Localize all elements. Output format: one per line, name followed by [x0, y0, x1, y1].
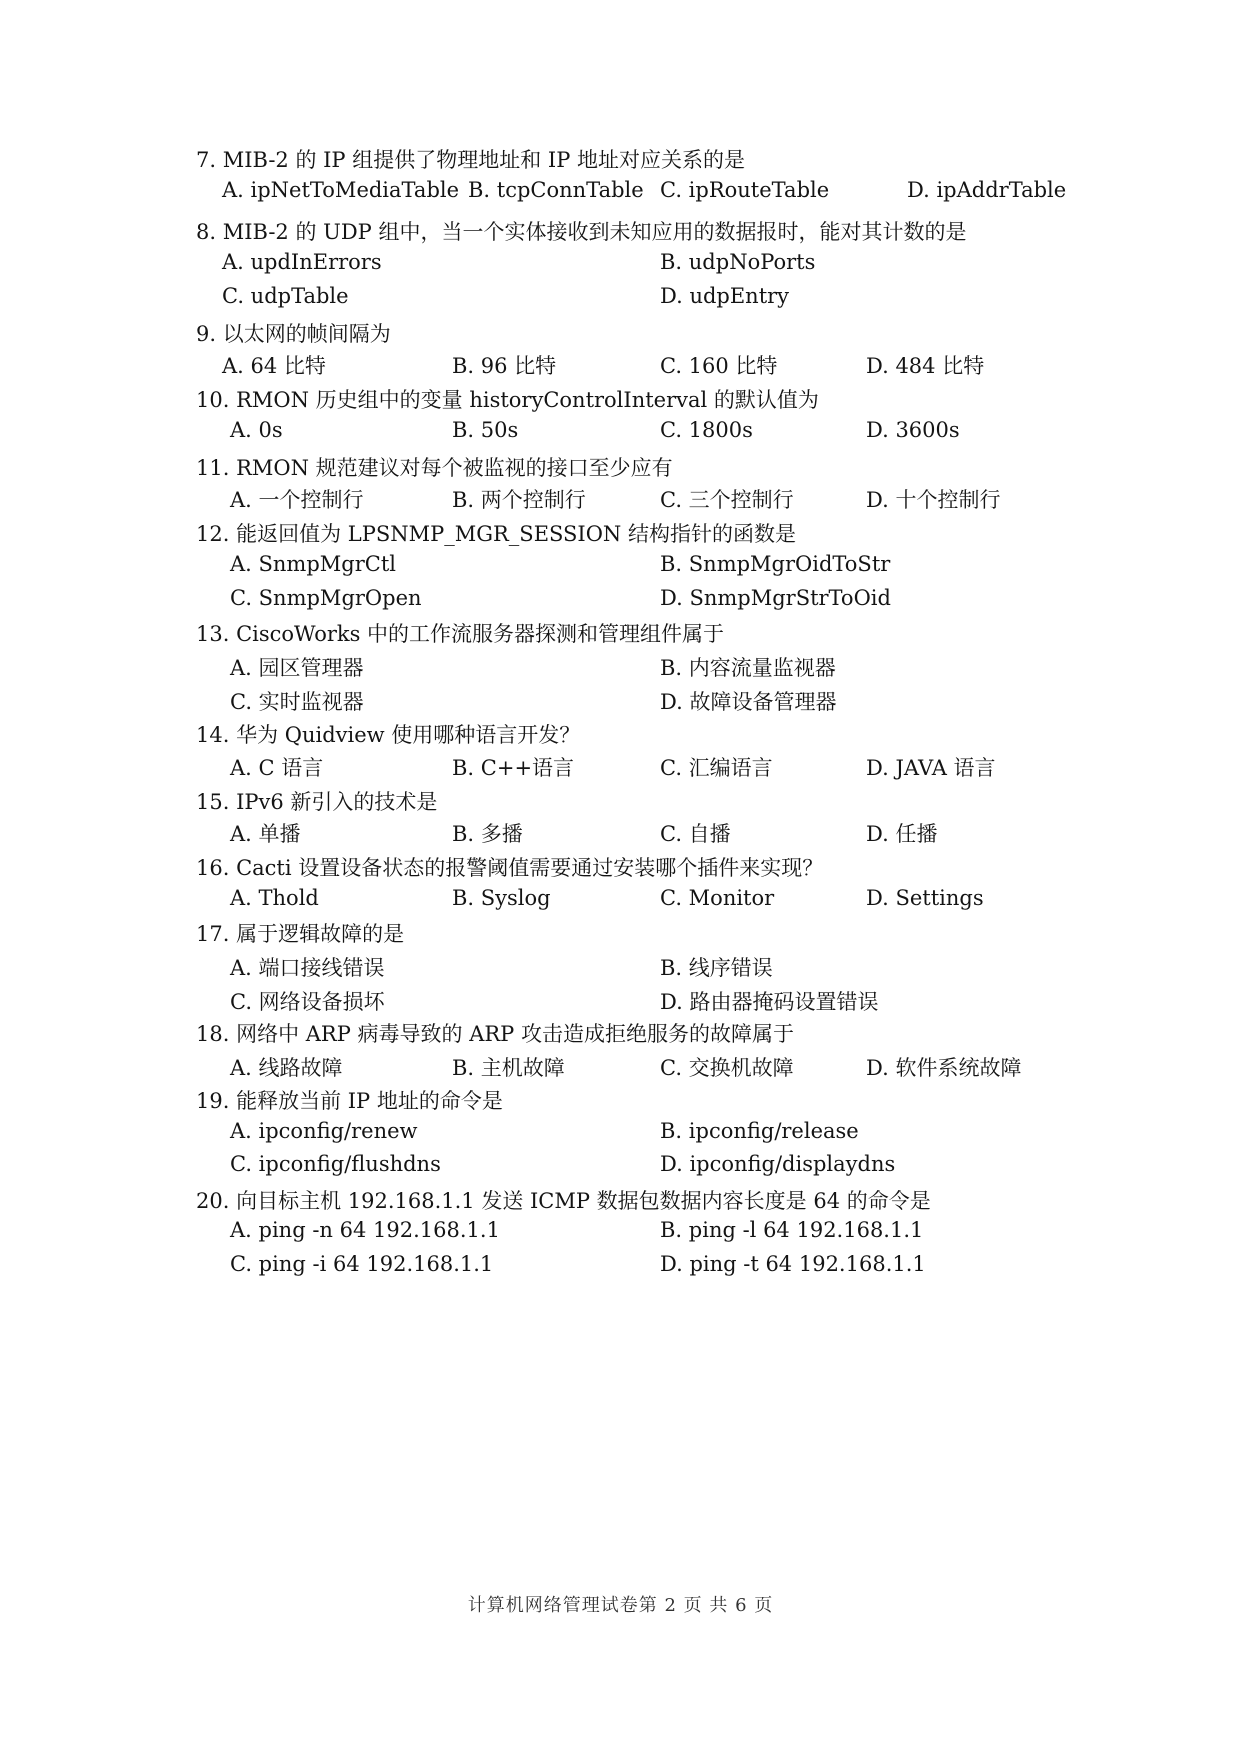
answer-option: B. tcpConnTable — [468, 178, 644, 202]
answer-option: D. 十个控制行 — [866, 488, 1001, 512]
answer-option: C. 网络设备损坏 — [230, 990, 385, 1014]
answer-option: C. 三个控制行 — [660, 488, 794, 512]
answer-option: B. SnmpMgrOidToStr — [660, 552, 891, 576]
answer-option: D. 软件系统故障 — [866, 1056, 1022, 1080]
answer-option: B. 线序错误 — [660, 956, 773, 980]
question-stem: 9. 以太网的帧间隔为 — [196, 322, 391, 346]
answer-option: B. 内容流量监视器 — [660, 656, 836, 680]
answer-option: C. SnmpMgrOpen — [230, 586, 422, 610]
question-stem: 7. MIB-2 的 IP 组提供了物理地址和 IP 地址对应关系的是 — [196, 148, 746, 172]
answer-option: C. ping -i 64 192.168.1.1 — [230, 1252, 494, 1276]
answer-option: A. updInErrors — [222, 250, 382, 274]
answer-option: A. 一个控制行 — [230, 488, 364, 512]
answer-option: A. ipconfig/renew — [230, 1119, 418, 1143]
answer-option: B. 多播 — [452, 822, 523, 846]
answer-option: D. 故障设备管理器 — [660, 690, 837, 714]
answer-option: B. ping -l 64 192.168.1.1 — [660, 1218, 924, 1242]
answer-option: A. 单播 — [230, 822, 301, 846]
answer-option: D. ping -t 64 192.168.1.1 — [660, 1252, 926, 1276]
answer-option: A. 线路故障 — [230, 1056, 343, 1080]
question-stem: 10. RMON 历史组中的变量 historyControlInterval 的默认值为 — [196, 388, 819, 412]
answer-option: A. 园区管理器 — [230, 656, 364, 680]
answer-option: C. udpTable — [222, 284, 349, 308]
answer-option: D. 任播 — [866, 822, 938, 846]
answer-option: B. ipconfig/release — [660, 1119, 859, 1143]
answer-option: D. ipconfig/displaydns — [660, 1152, 896, 1176]
question-stem: 16. Cacti 设置设备状态的报警阈值需要通过安装哪个插件来实现？ — [196, 856, 824, 880]
answer-option: C. 汇编语言 — [660, 756, 773, 780]
answer-option: A. 端口接线错误 — [230, 956, 385, 980]
answer-option: D. SnmpMgrStrToOid — [660, 586, 891, 610]
question-stem: 20. 向目标主机 192.168.1.1 发送 ICMP 数据包数据内容长度是 64 的命令是 — [196, 1189, 931, 1213]
answer-option: C. ipconfig/flushdns — [230, 1152, 441, 1176]
answer-option: D. ipAddrTable — [907, 178, 1067, 202]
answer-option: B. udpNoPorts — [660, 250, 816, 274]
answer-option: D. 3600s — [866, 418, 960, 442]
answer-option: B. C++语言 — [452, 756, 575, 780]
answer-option: C. 1800s — [660, 418, 753, 442]
answer-option: B. 50s — [452, 418, 519, 442]
answer-option: C. 交换机故障 — [660, 1056, 794, 1080]
answer-option: B. 两个控制行 — [452, 488, 586, 512]
answer-option: B. Syslog — [452, 886, 551, 910]
answer-option: C. ipRouteTable — [660, 178, 830, 202]
answer-option: D. 路由器掩码设置错误 — [660, 990, 879, 1014]
answer-option: C. 自播 — [660, 822, 731, 846]
answer-option: A. ping -n 64 192.168.1.1 — [230, 1218, 500, 1242]
answer-option: A. SnmpMgrCtl — [230, 552, 396, 576]
question-stem: 12. 能返回值为 LPSNMP_MGR_SESSION 结构指针的函数是 — [196, 522, 796, 546]
answer-option: D. udpEntry — [660, 284, 790, 308]
answer-option: D. Settings — [866, 886, 984, 910]
answer-option: D. 484 比特 — [866, 354, 985, 378]
answer-option: D. JAVA 语言 — [866, 756, 996, 780]
question-stem: 15. IPv6 新引入的技术是 — [196, 790, 438, 814]
question-stem: 14. 华为 Quidview 使用哪种语言开发？ — [196, 723, 581, 747]
answer-option: A. 64 比特 — [222, 354, 326, 378]
question-stem: 18. 网络中 ARP 病毒导致的 ARP 攻击造成拒绝服务的故障属于 — [196, 1022, 794, 1046]
answer-option: A. Thold — [230, 886, 319, 910]
answer-option: A. ipNetToMediaTable — [222, 178, 460, 202]
answer-option: A. C 语言 — [230, 756, 324, 780]
question-stem: 19. 能释放当前 IP 地址的命令是 — [196, 1089, 503, 1113]
question-stem: 8. MIB-2 的 UDP 组中，当一个实体接收到未知应用的数据报时，能对其计数的是 — [196, 220, 967, 244]
question-stem: 17. 属于逻辑故障的是 — [196, 922, 405, 946]
answer-option: C. 160 比特 — [660, 354, 778, 378]
answer-option: C. Monitor — [660, 886, 775, 910]
answer-option: B. 主机故障 — [452, 1056, 565, 1080]
question-stem: 11. RMON 规范建议对每个被监视的接口至少应有 — [196, 456, 673, 480]
answer-option: B. 96 比特 — [452, 354, 557, 378]
page-footer: 计算机网络管理试卷第 2 页 共 6 页 — [467, 1595, 774, 1616]
answer-option: A. 0s — [230, 418, 283, 442]
question-stem: 13. CiscoWorks 中的工作流服务器探测和管理组件属于 — [196, 622, 725, 646]
answer-option: C. 实时监视器 — [230, 690, 364, 714]
